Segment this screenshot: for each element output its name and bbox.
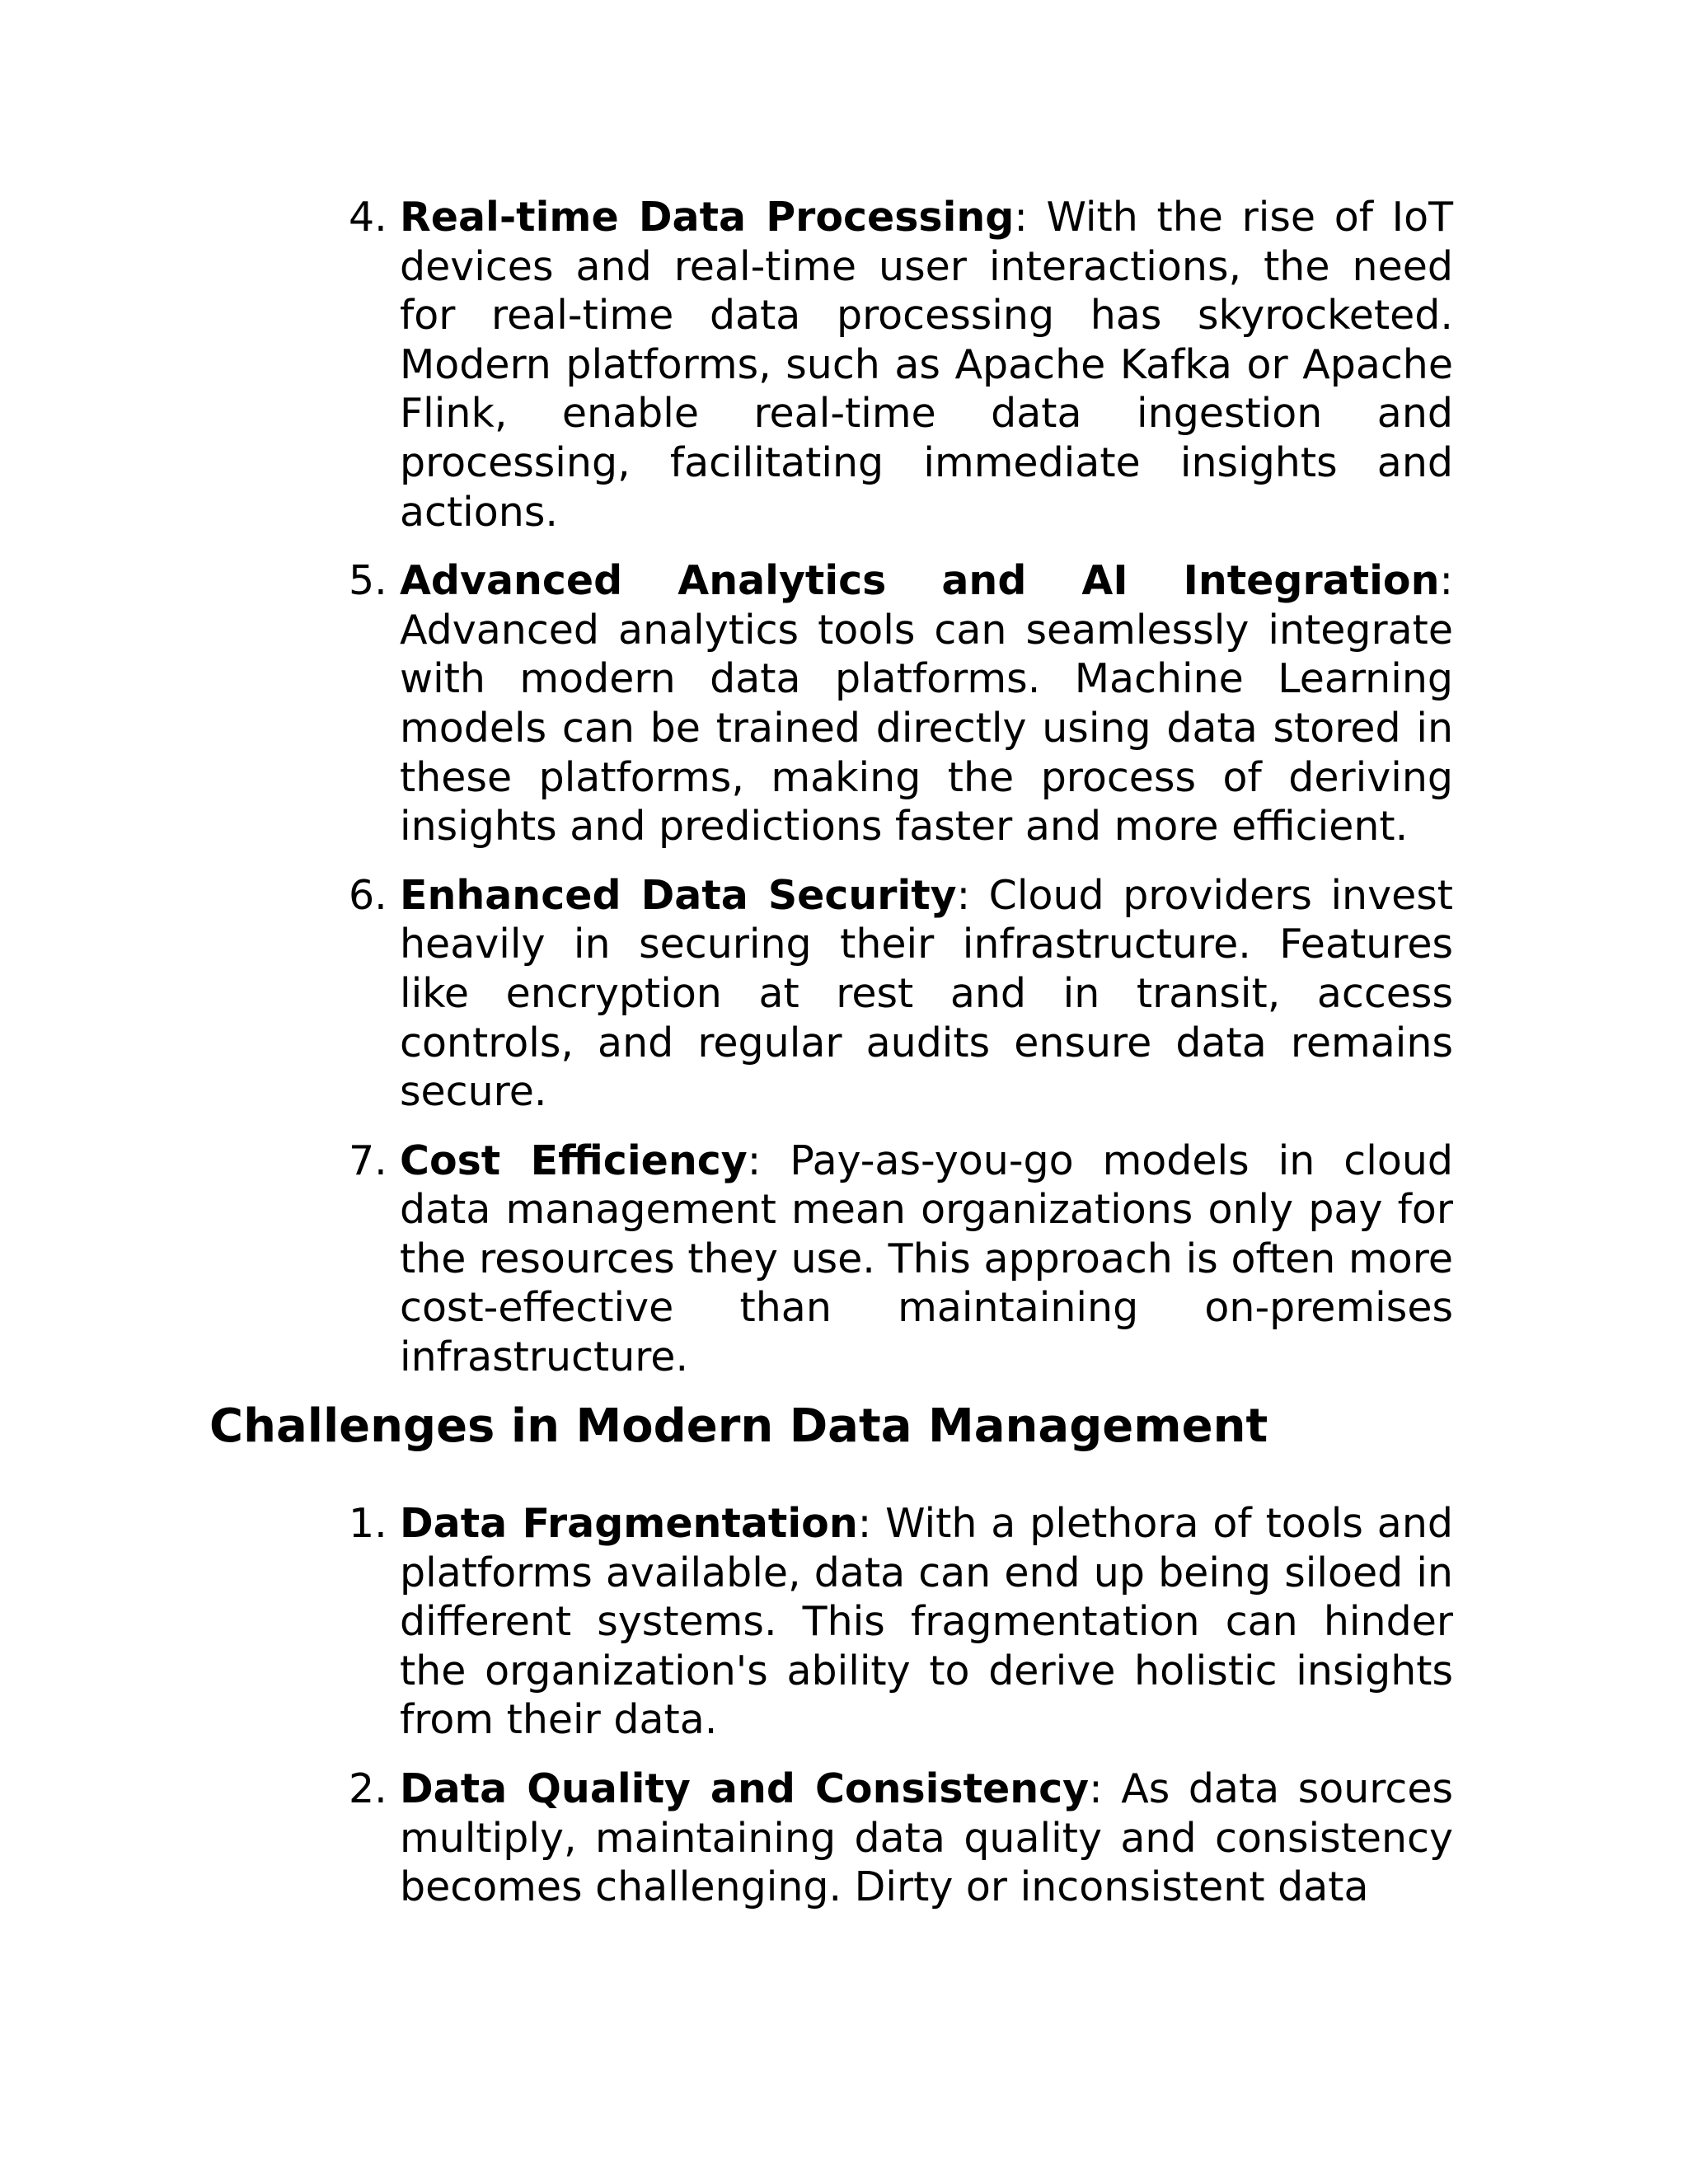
- list-item-term: Real-time Data Processing: [400, 194, 1015, 241]
- list-item-number: 7.: [349, 1137, 387, 1184]
- list-item-cost-efficiency: [349, 1137, 1454, 1382]
- list-item-number: 6.: [349, 871, 387, 919]
- list-item-enhanced-data-security: [349, 871, 1453, 1117]
- list-item-data-quality-consistency: [349, 1765, 1453, 1912]
- list-item-number: 1.: [349, 1500, 387, 1547]
- list-item-number: 2.: [349, 1765, 387, 1812]
- list-item-text: : With the rise of IoT devices and real-time user interactions, the need for real-time data processing has skyrocketed. Modern platforms, such as Apache Kafka or Apache Flink, enable real-time data ingestion and processing, facilitating immediate insights and actions.: [400, 194, 1453, 536]
- list-item-text: : Advanced analytics tools can seamlessly integrate with modern data platforms. Machine Learning models can be trained directly using data stored in these platforms, making the process of deriving insights and predictions faster and more efficient.: [400, 557, 1453, 851]
- list-item-term: Enhanced Data Security: [400, 871, 957, 919]
- list-item-advanced-analytics-ai: [349, 556, 1453, 851]
- challenges-list: [349, 1499, 1453, 1932]
- list-item-text: : Cloud providers invest heavily in securing their infrastructure. Features like encryption at rest and in transit, access controls, and regular audits ensure data remains secure.: [400, 871, 1453, 1116]
- list-item-term: Advanced Analytics and AI Integration: [400, 557, 1440, 605]
- list-item-text: : Pay-as-you-go models in cloud data management mean organizations only pay for the resources they use. This approach is often more cost-effective than maintaining on-premises infrastructure.: [400, 1137, 1454, 1381]
- list-item-text: : As data sources multiply, maintaining data quality and consistency becomes challenging. Dirty or inconsistent data: [400, 1765, 1453, 1911]
- list-item-number: 5.: [349, 557, 387, 605]
- section-heading: Challenges in Modern Data Management: [209, 1399, 1268, 1453]
- list-item-text: : With a plethora of tools and platforms available, data can end up being siloed in different systems. This fragmentation can hinder the organization's ability to derive holistic insights from their data.: [400, 1500, 1453, 1744]
- list-item-term: Data Quality and Consistency: [400, 1765, 1090, 1812]
- list-item-real-time-data-processing: [349, 193, 1453, 537]
- list-item-term: Cost Efficiency: [400, 1137, 748, 1184]
- list-item-number: 4.: [349, 194, 387, 241]
- list-item-term: Data Fragmentation: [400, 1500, 858, 1547]
- list-item-data-fragmentation: [349, 1499, 1453, 1745]
- benefits-list-continued: [349, 193, 1454, 1402]
